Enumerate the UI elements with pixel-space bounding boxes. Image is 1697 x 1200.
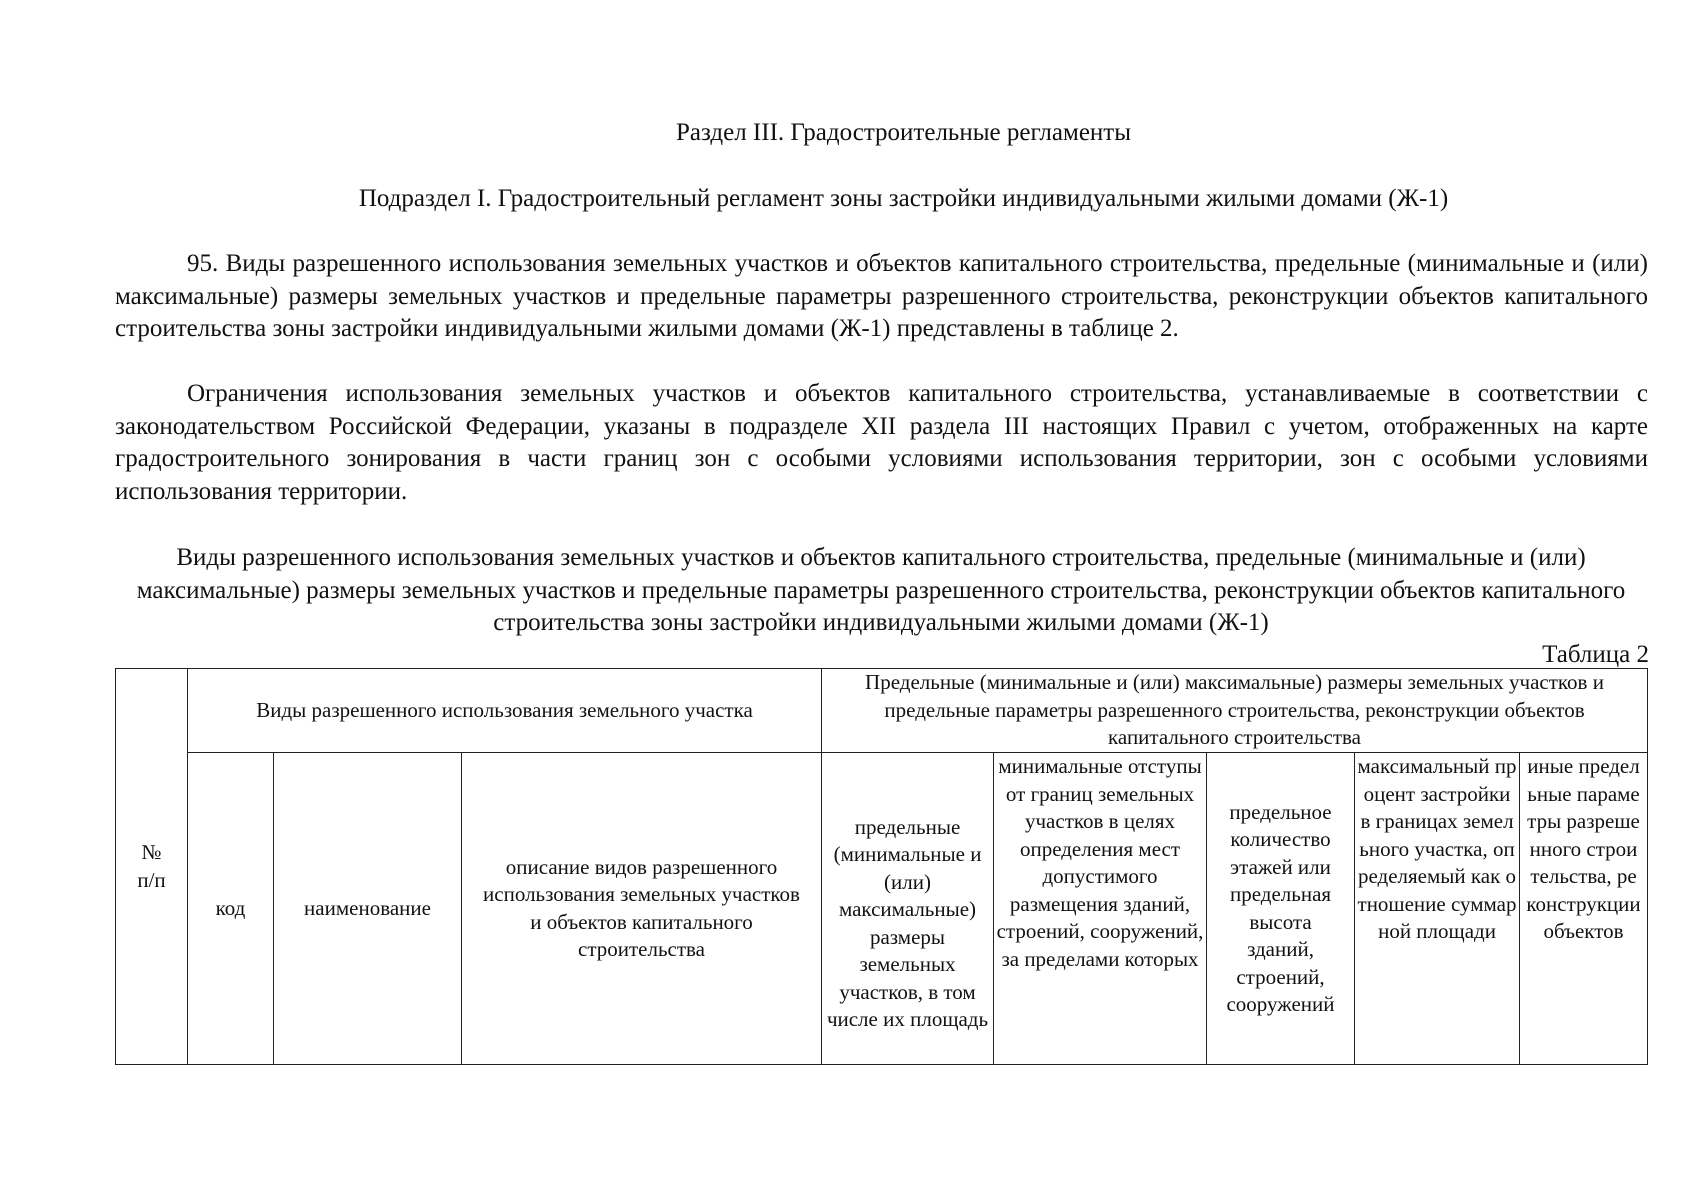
header-coverage — [1355, 753, 1520, 1065]
subsection-title: Подраздел I. Градостроительный регламент зоны застройки индивидуальными жилыми домами (Ж-1) — [358, 185, 1449, 212]
paragraph-restrictions: Ограничения использования земельных участков и объектов капитального строительства, устанавливаемые в соответствии с законодательством Российской Федерации, указаны в подразделе XII раздела III настоящих Правил с учетом, отображенных на карте градостроительного зонирования в части границ зон с особыми условиями использования территории, зон с особыми условиями использования территории. — [115, 380, 1648, 505]
header-limits: Предельные (минимальные и (или) максимальные) размеры земельных участков и предельные параметры разрешенного строительства, реконструкции объектов капитального строительства — [822, 669, 1648, 753]
table-header-row-1 — [116, 669, 1648, 753]
table-caption: Виды разрешенного использования земельных участков и объектов капитального строительства, предельные (минимальные и (или) максимальные) размеры земельных участков и предельные параметры разрешенного строительства, реконструкции объектов капитального строительства зоны застройки индивидуальными жилыми домами (Ж-1) — [136, 544, 1626, 636]
paragraph-95: 95. Виды разрешенного использования земельных участков и объектов капитального строительства, предельные (минимальные и (или) максимальные) размеры земельных участков и предельные параметры разрешенного строительства, реконструкции объектов капитального строительства зоны застройки индивидуальными жилыми домами (Ж-1) представлены в таблице 2. — [115, 250, 1648, 342]
header-setbacks-text: минимальные отступы от границ земельных участков в целях определения мест допустимого размещения зданий, строений, сооружений, за пределами которых — [996, 754, 1204, 971]
header-name: наименование — [274, 753, 462, 1065]
table-label: Таблица 2 — [1542, 641, 1649, 668]
header-plot-size: предельные (минимальные и (или) максимальные) размеры земельных участков, в том числе их площадь — [822, 753, 994, 1065]
header-description: описание видов разрешенного использования земельных участков и объектов капитального строительства — [462, 753, 822, 1065]
header-coverage-text: максимальный процент застройки в границах земельного участка, определяемый как отношение суммарной площади — [1357, 754, 1517, 943]
header-number: № п/п — [116, 669, 188, 1065]
header-permitted-uses: Виды разрешенного использования земельного участка — [188, 669, 822, 753]
regulation-table — [115, 668, 1648, 1065]
table-header-row-2 — [116, 753, 1648, 1065]
header-floors: предельное количество этажей или предельная высота зданий, строений, сооружений — [1207, 753, 1355, 1065]
header-setbacks — [994, 753, 1207, 1065]
header-code: код — [188, 753, 274, 1065]
header-other-text: иные предельные параметры разрешенного строительства, реконструкции объектов — [1526, 754, 1641, 943]
section-title: Раздел III. Градостроительные регламенты — [675, 119, 1132, 146]
header-other — [1520, 753, 1648, 1065]
